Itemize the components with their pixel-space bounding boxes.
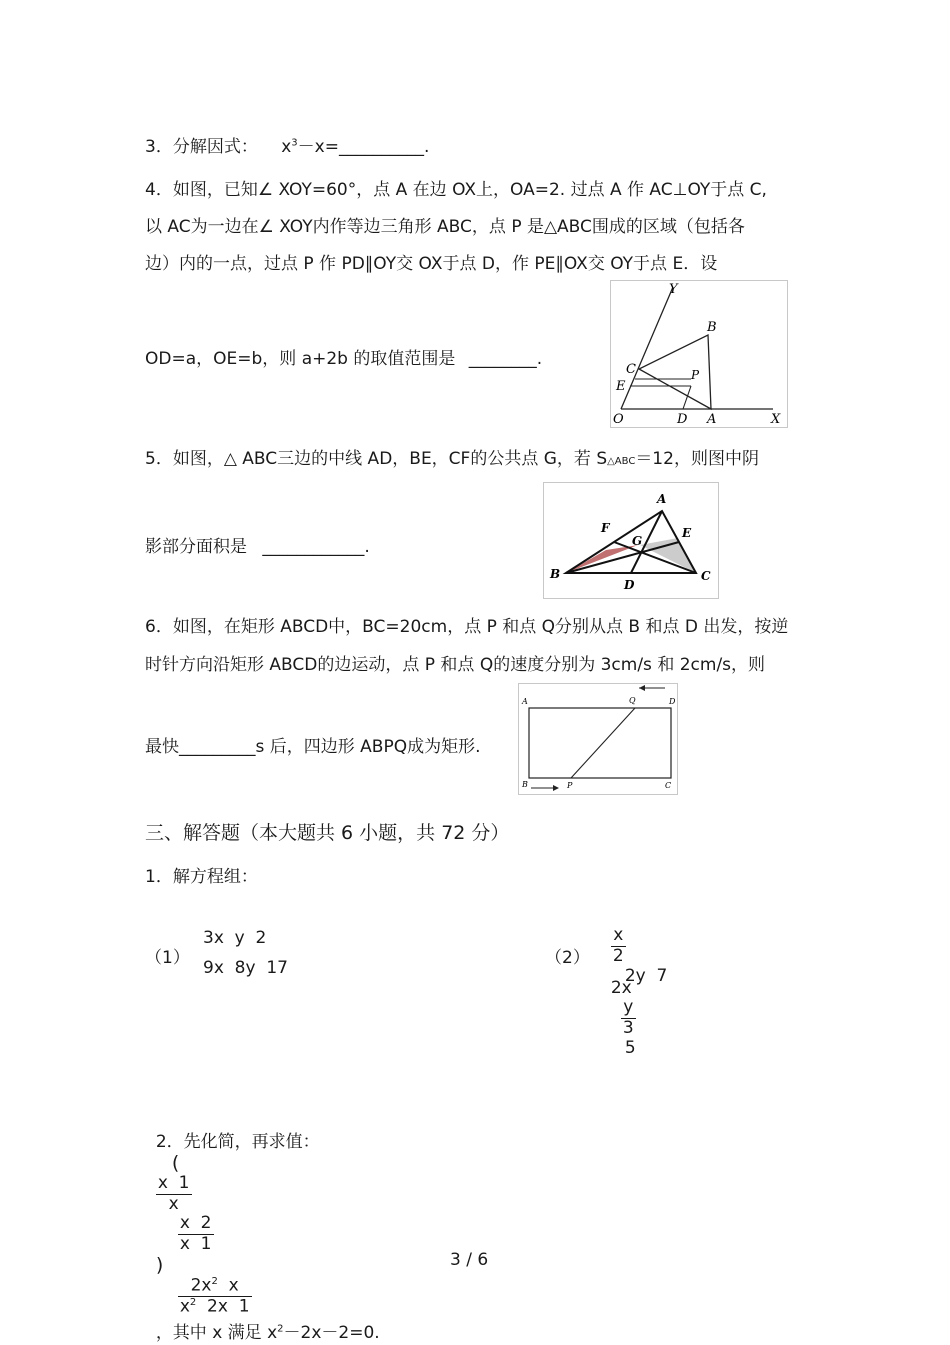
label-c: C: [626, 362, 636, 377]
label-b: B: [707, 320, 717, 335]
p2-frac1: [156, 1174, 192, 1214]
p2-frac2: [178, 1214, 214, 1254]
q5-line-2: [145, 532, 370, 557]
p2-suffix-post: －2x－2=0.: [283, 1322, 380, 1343]
q3-expr-rest: －x=: [297, 137, 339, 157]
p2-frac2-num: x 2: [179, 1213, 212, 1234]
p2-suffix: [156, 1323, 380, 1343]
p2-open-paren: (: [171, 1152, 180, 1174]
q6-line-3-post: s 后，四边形 ABPQ成为矩形.: [255, 737, 481, 757]
p1-part2-frac2: [621, 998, 636, 1038]
label-d: D: [669, 697, 676, 706]
q5-answer-blank[interactable]: ____________: [262, 537, 365, 557]
q3-end: .: [423, 137, 430, 157]
q4-figure: [610, 280, 788, 428]
label-c: C: [665, 781, 672, 790]
p2-frac3-num: [178, 1276, 252, 1297]
arrow-p-head: [553, 785, 559, 791]
label-p: P: [567, 781, 573, 790]
label-b: B: [550, 567, 561, 581]
q5-line-1-sub: △ABC: [607, 456, 636, 467]
section-3-title: 三、解答题（本大题共 6 小题，共 72 分）: [145, 822, 510, 844]
label-g: G: [632, 534, 643, 548]
label-p: P: [691, 368, 700, 382]
p1-part2-frac2-num: y: [621, 998, 636, 1019]
p2-frac3-num-exp: 2: [211, 1276, 218, 1288]
p1-title: 1．解方程组：: [145, 867, 258, 887]
q3-expr-exp: 3: [291, 137, 298, 149]
label-e: E: [682, 526, 692, 540]
q4-line-4: [145, 344, 542, 369]
p2-frac3-den-pre: x: [179, 1297, 190, 1318]
label-d: D: [624, 578, 635, 592]
p2-frac1-num: x 1: [157, 1173, 190, 1193]
p2-close-paren: ): [155, 1254, 164, 1277]
q4-line-1: 4．如图，已知∠ XOY=60°，点 A 在边 OX上，OA=2. 过点 A 作 AC⊥OY于点 C,: [145, 180, 767, 200]
p2-frac3: [178, 1276, 252, 1317]
rectangle-abcd: [529, 708, 671, 778]
q6-line-3: [145, 732, 481, 757]
label-e: E: [616, 379, 626, 394]
p2-frac2-den: x 1: [179, 1233, 212, 1254]
label-q: Q: [629, 696, 636, 705]
q3-prefix: 3．分解因式：: [145, 137, 258, 157]
q3-text: [145, 132, 429, 157]
p1-part2-eq2-rest: 5: [624, 1038, 636, 1059]
q3-expr-base: x: [281, 137, 292, 157]
p2-line: [145, 1107, 380, 1343]
q4-figure-svg: [611, 281, 787, 427]
label-f: F: [601, 521, 610, 535]
q4-line-2: 以 AC为一边在∠ XOY内作等边三角形 ABC，点 P 是△ABC围成的区域（包括各: [145, 217, 745, 237]
p1-part2-frac1-den: 2: [612, 945, 624, 966]
q5-line-2-text: 影部分面积是: [145, 537, 247, 557]
triangle-abc: [639, 335, 711, 409]
axis-oy: [621, 287, 673, 409]
p2-frac3-num-post: x: [217, 1275, 239, 1296]
segment-pq: [571, 708, 635, 778]
q5-figure-svg: [544, 483, 718, 598]
q5-line-1-post: ＝12，则图中阴: [635, 449, 759, 469]
q6-answer-blank[interactable]: _________: [179, 737, 256, 757]
label-x: X: [771, 412, 781, 427]
p1-part1-label: （1）: [145, 948, 190, 968]
q5-end: .: [364, 537, 370, 557]
arrow-q-head: [639, 685, 645, 691]
label-o: O: [613, 412, 624, 427]
p2-suffix-pre: ，其中 x 满足 x: [155, 1322, 278, 1343]
page-number: 3 / 6: [450, 1250, 489, 1270]
p2-frac1-den: x: [168, 1193, 179, 1214]
p2-frac3-den-exp: 2: [189, 1297, 197, 1309]
median-be: [566, 542, 679, 573]
p1-part2-eq1-rest: 2y 7: [624, 966, 668, 987]
q4-answer-blank[interactable]: ________: [468, 349, 537, 369]
q3-answer-blank[interactable]: __________: [338, 137, 424, 157]
q4-line-3: 边）内的一点，过点 P 作 PD∥OY交 OX于点 D，作 PE∥OX交 OY于点 E．设: [145, 254, 718, 274]
q5-line-1-pre: 5．如图，△ ABC三边的中线 AD，BE，CF的公共点 G，若 S: [145, 449, 608, 469]
q5-figure: [543, 482, 719, 599]
q6-line-1: 6．如图，在矩形 ABCD中，BC=20cm，点 P 和点 Q分别从点 B 和点 D 出发，按逆: [145, 617, 789, 637]
label-a: A: [707, 412, 717, 427]
p1-part1-eq2: 9x 8y 17: [203, 958, 288, 978]
q6-figure-svg: [519, 684, 677, 794]
p1-part2-eq2: [600, 958, 636, 1058]
p2-prefix: 2．先化简，再求值：: [155, 1132, 320, 1152]
p1-part2-frac1-num: x: [611, 926, 626, 947]
p1-part2-eq2-pre: 2x: [610, 978, 632, 998]
p2-frac3-den-post: 2x 1: [196, 1297, 250, 1318]
q4-end: .: [536, 349, 543, 369]
label-a: A: [522, 697, 528, 706]
p2-suffix-exp: 2: [277, 1322, 284, 1334]
p2-frac3-den: [178, 1297, 252, 1317]
label-a: A: [657, 492, 667, 506]
q4-line-4-text: OD=a，OE=b，则 a+2b 的取值范围是: [145, 349, 456, 369]
label-d: D: [677, 412, 688, 427]
p1-part1-eq1: 3x y 2: [203, 928, 267, 948]
q5-line-1: [145, 444, 759, 469]
label-y: Y: [669, 282, 678, 297]
p1-part2-label: （2）: [545, 948, 590, 968]
p2-frac3-num-pre: 2x: [190, 1275, 212, 1296]
label-c: C: [701, 569, 711, 583]
q6-line-3-pre: 最快: [145, 737, 179, 757]
p1-part2-frac2-den: 3: [622, 1017, 634, 1038]
q6-line-2: 时针方向沿矩形 ABCD的边运动，点 P 和点 Q的速度分别为 3cm/s 和 2cm/s，则: [145, 655, 766, 675]
q6-figure: [518, 683, 678, 795]
label-b: B: [522, 780, 528, 789]
